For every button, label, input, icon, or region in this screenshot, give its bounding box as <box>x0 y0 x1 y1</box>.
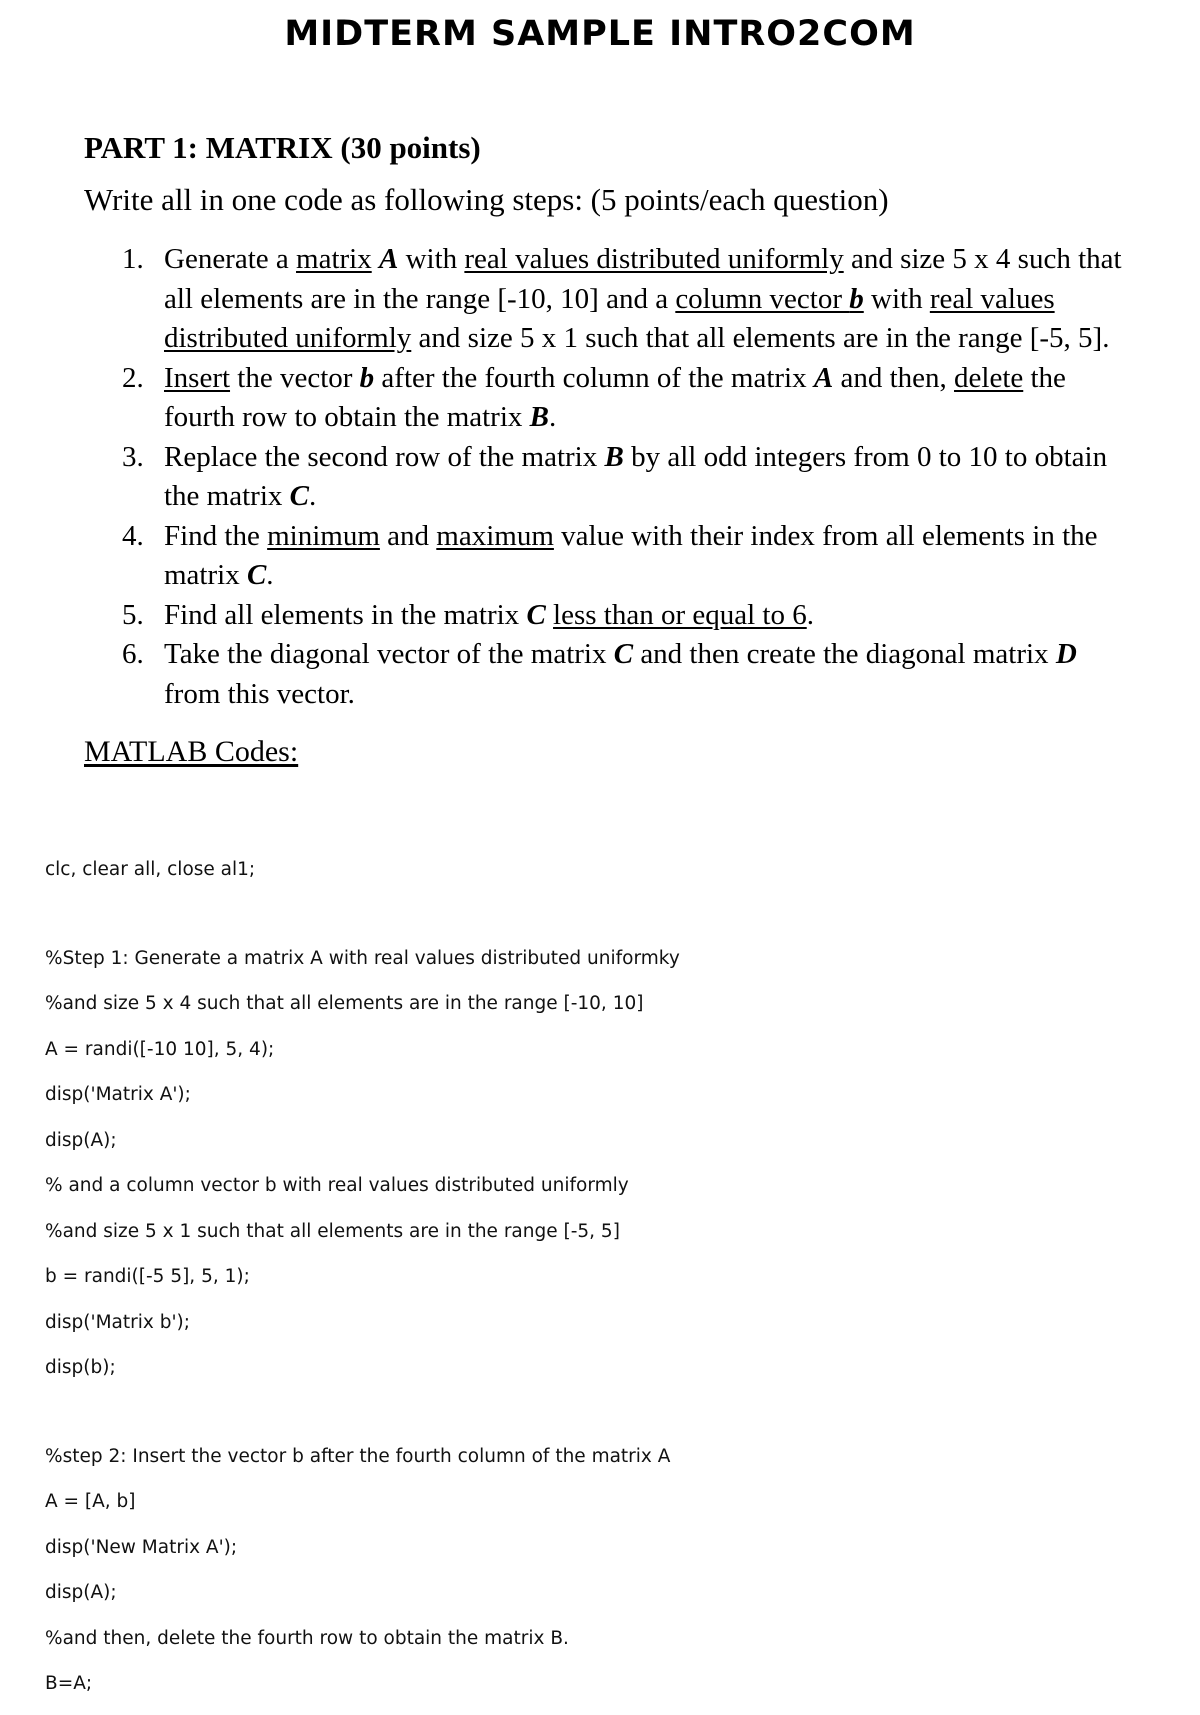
step-text-segment: Replace the second row of the matrix <box>164 440 605 473</box>
step-text-segment: with <box>398 243 465 275</box>
matlab-codes-heading: MATLAB Codes: <box>84 735 299 768</box>
step-text-segment: matrix <box>296 243 372 275</box>
step-text-segment: . <box>806 598 814 631</box>
step-text-segment: the fourth row to obtain the matrix <box>164 361 1066 433</box>
step-text-segment: and then create the diagonal matrix <box>633 638 1056 670</box>
step-text-segment: by all odd integers from 0 to 10 to obtain the matrix <box>164 440 1108 512</box>
step-text-segment: and size 5 x 4 such that all elements are in the range [-10, 10] and a <box>164 243 1122 315</box>
code-line: disp('Matrix b'); <box>45 1311 190 1333</box>
code-line: disp('New Matrix A'); <box>45 1536 238 1558</box>
part-heading: PART 1: MATRIX (30 points) <box>84 130 481 165</box>
step-number: 2. <box>122 361 144 394</box>
step-text-segment: after the fourth column of the matrix <box>374 361 814 394</box>
code-line: b = randi([-5 5], 5, 1); <box>45 1266 250 1287</box>
step-text-segment: real values distributed uniformly <box>464 243 844 275</box>
step-number: 4. <box>122 519 144 552</box>
step-text-segment: less than or equal to 6 <box>553 598 807 631</box>
step-text-segment: b <box>849 282 864 315</box>
step-text-segment: C <box>246 559 267 591</box>
code-line: %and size 5 x 1 such that all elements are in the range [-5, 5] <box>45 1220 620 1242</box>
step-text-segment: maximum <box>436 519 554 552</box>
step-text-segment: B <box>604 440 624 473</box>
step-text-segment: . <box>308 480 317 512</box>
step-text <box>164 635 1124 714</box>
step-item <box>122 517 1124 596</box>
code-line: %step 2: Insert the vector b after the fourth column of the matrix A <box>45 1445 671 1467</box>
step-text-segment: from this vector. <box>164 677 355 710</box>
code-line: clc, clear all, close al1; <box>45 859 256 880</box>
step-text-segment: C <box>613 638 634 670</box>
step-text-segment: minimum <box>267 519 380 552</box>
step-text-segment: b <box>359 361 375 394</box>
step-text-segment: and <box>379 519 437 552</box>
code-line: A = randi([-10 10], 5, 4); <box>45 1038 275 1060</box>
step-text-segment: Generate a <box>164 243 297 275</box>
step-text <box>164 438 1124 517</box>
code-line: disp('Matrix A'); <box>45 1084 191 1105</box>
part-instructions: Write all in one code as following steps: (5 points/each question) <box>84 182 889 217</box>
code-line: A = [A, b] <box>45 1491 136 1512</box>
step-text-segment <box>372 243 379 275</box>
steps-list <box>84 240 1124 714</box>
code-line: %and then, delete the fourth row to obtain the matrix B. <box>45 1627 569 1649</box>
step-text-segment: . <box>266 559 274 591</box>
code-line: %Step 1: Generate a matrix A with real values distributed uniformky <box>45 947 680 969</box>
step-item <box>122 635 1124 714</box>
step-text-segment: B <box>529 401 549 433</box>
step-item <box>122 359 1124 438</box>
code-line: %and size 5 x 4 such that all elements are in the range [-10, 10] <box>45 993 644 1014</box>
step-text-segment: . <box>549 401 557 433</box>
step-number: 3. <box>122 440 144 473</box>
step-text-segment: the vector <box>230 361 360 394</box>
step-text-segment: real values distributed uniformly <box>164 282 1055 354</box>
step-text-segment: Insert <box>164 361 231 394</box>
step-text-segment <box>546 599 553 631</box>
code-line: disp(b); <box>45 1357 116 1378</box>
step-text-segment: Find all elements in the matrix <box>164 598 527 631</box>
step-text <box>164 596 1124 636</box>
code-blank-line <box>45 901 1145 944</box>
step-item <box>122 438 1124 517</box>
step-text-segment: Find the <box>164 519 268 552</box>
step-text-segment: column vector <box>675 282 850 315</box>
step-number: 6. <box>122 638 144 670</box>
part-1-section <box>84 130 1124 770</box>
step-text-segment: and size 5 x 1 such that all elements are in the range [-5, 5]. <box>411 322 1110 354</box>
step-number: 5. <box>122 598 144 631</box>
step-text-segment: A <box>378 243 399 275</box>
step-text-segment: value with their index from all elements in the matrix <box>164 519 1098 591</box>
step-text <box>164 240 1124 359</box>
step-text-segment: with <box>863 282 930 315</box>
step-text <box>164 359 1124 438</box>
step-text-segment: C <box>526 598 546 631</box>
step-item <box>122 596 1124 636</box>
step-number: 1. <box>122 243 144 275</box>
code-blank-line <box>45 1399 1145 1442</box>
code-line: % and a column vector b with real values distributed uniformly <box>45 1175 629 1196</box>
step-item <box>122 240 1124 359</box>
step-text <box>164 517 1124 596</box>
matlab-code-block <box>45 855 1145 1715</box>
code-line: B=A; <box>45 1673 93 1694</box>
code-line: disp(A); <box>45 1582 117 1603</box>
step-text-segment: Take the diagonal vector of the matrix <box>164 638 614 670</box>
step-text-segment: D <box>1055 638 1077 670</box>
step-text-segment: and then, <box>833 361 955 394</box>
step-text-segment: delete <box>954 361 1024 394</box>
code-line: disp(A); <box>45 1129 117 1151</box>
step-text-segment: A <box>813 361 834 394</box>
step-text-segment: C <box>289 480 309 512</box>
page-title: MIDTERM SAMPLE INTRO2COM <box>284 14 916 54</box>
